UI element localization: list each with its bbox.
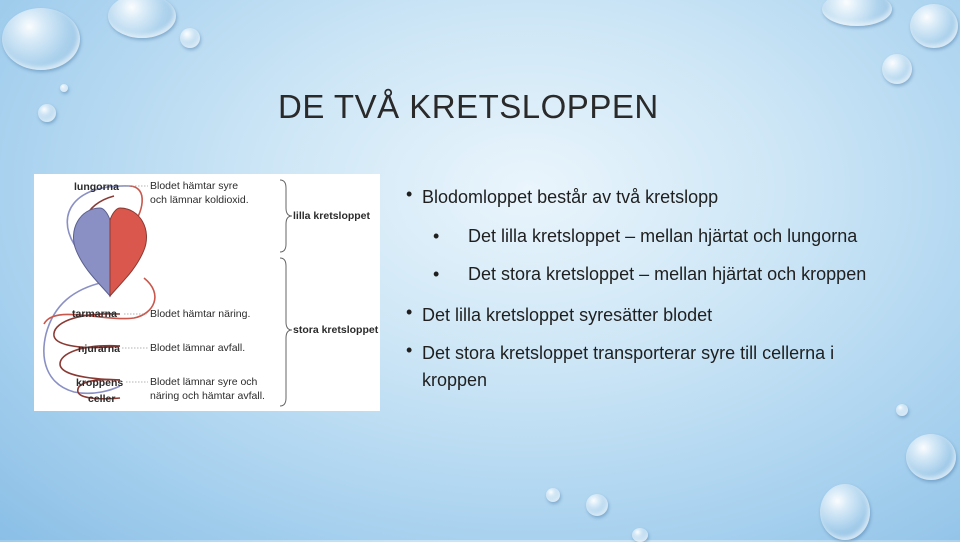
large-circuit-label: stora kretsloppet [293,324,379,336]
water-drop [910,4,958,48]
heart-left-half [73,208,110,296]
large-circuit-brace [280,258,292,406]
organ-label-intestines: tarmarna [72,308,117,320]
water-drop [822,0,892,26]
bullet-dot: • [433,264,440,284]
circulation-svg [34,174,380,411]
bullet-dot: • [406,184,413,204]
slide-title: DE TVÅ KRETSLOPPEN [278,88,659,125]
water-drop [108,0,176,38]
water-drop [882,54,912,84]
note-body-2: näring och hämtar avfall. [150,390,265,402]
organ-label-cells: celler [88,393,116,405]
water-drop [2,8,80,70]
bullet-text: Det stora kretsloppet – mellan hjärtat och kroppen [468,264,867,284]
note-lungs-1: Blodet hämtar syre [150,180,239,192]
organ-label-kidneys: njurarna [78,343,121,355]
small-circuit-brace [280,180,292,252]
bullet-dot: • [406,340,413,360]
note-intestines: Blodet hämtar näring. [150,308,251,320]
water-drop [586,494,608,516]
organ-label-body: kroppens [76,377,124,389]
bullet-dot: • [406,302,413,322]
bullet-text: Det lilla kretsloppet – mellan hjärtat och lungorna [468,226,858,246]
bullet-text: Blodomloppet består av två kretslopp [422,187,719,207]
water-drop [546,488,560,502]
water-drop [180,28,200,48]
note-kidneys: Blodet lämnar avfall. [150,342,246,354]
note-body-1: Blodet lämnar syre och [150,376,258,388]
water-drop [896,404,908,416]
organ-label-lungs: lungorna [74,181,119,193]
water-drop [820,484,870,540]
small-circuit-label: lilla kretsloppet [293,210,371,222]
bullet-text: Det lilla kretsloppet syresätter blodet [422,305,713,325]
note-lungs-2: och lämnar koldioxid. [150,194,249,206]
bullet-dot: • [433,226,440,246]
circulation-diagram [34,174,380,411]
water-drop [60,84,68,92]
water-drop [38,104,56,122]
bullet-text: Det stora kretsloppet transporterar syre till cellerna i kroppen [422,343,835,390]
water-drop [906,434,956,480]
heart-right-half [110,208,147,296]
